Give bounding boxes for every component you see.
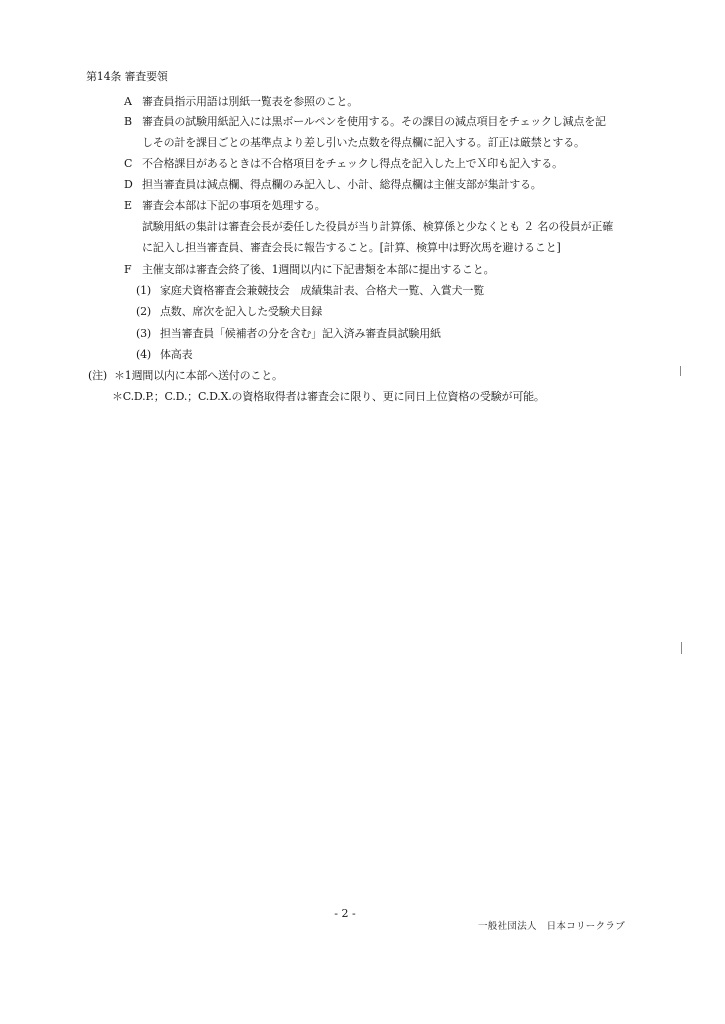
scan-mark bbox=[680, 366, 681, 376]
item-b bbox=[124, 115, 606, 129]
item-f-mark: F bbox=[124, 263, 132, 276]
note-1 bbox=[88, 369, 283, 383]
note-mark: (注) bbox=[88, 369, 107, 382]
note-1-text: ＊1週間以内に本部へ送付のこと。 bbox=[114, 369, 283, 382]
section-heading: 第14条 審査要領 bbox=[86, 70, 168, 83]
subitem-2 bbox=[136, 305, 322, 319]
subitem-3 bbox=[136, 327, 441, 341]
subitem-2-mark: (2) bbox=[136, 305, 151, 318]
subitem-2-text: 点数、席次を記入した受験犬目録 bbox=[160, 305, 322, 318]
item-a-text: 審査員指示用語は別紙一覧表を参照のこと。 bbox=[142, 95, 358, 108]
item-e-detail-2: に記入し担当審査員、審査会長に報告すること。[計算、検算中は野次馬を避けること] bbox=[142, 241, 561, 254]
item-b-continuation: しその計を課目ごとの基準点より差し引いた点数を得点欄に記入する。訂正は厳禁とする。 bbox=[142, 136, 585, 149]
subitem-1-text: 家庭犬資格審査会兼競技会 成績集計表、合格犬一覧、入賞犬一覧 bbox=[160, 284, 484, 297]
item-d bbox=[124, 178, 542, 192]
subitem-1-mark: (1) bbox=[136, 284, 151, 297]
item-e bbox=[124, 199, 326, 213]
note-2: ＊C.D.P.；C.D.；C.D.X.の資格取得者は審査会に限り、更に同日上位資格の受験が可能。 bbox=[112, 390, 545, 403]
item-c-mark: C bbox=[124, 157, 133, 170]
subitem-4-mark: (4) bbox=[136, 348, 151, 361]
item-c-text: 不合格課目があるときは不合格項目をチェックし得点を記入した上でＸ印も記入する。 bbox=[142, 157, 563, 170]
item-d-text: 担当審査員は減点欄、得点欄のみ記入し、小計、総得点欄は主催支部が集計する。 bbox=[142, 178, 542, 191]
item-b-text: 審査員の試験用紙記入には黒ボールペンを使用する。その課目の減点項目をチェックし減点を記 bbox=[142, 115, 606, 128]
item-f-text: 主催支部は審査会終了後、1週間以内に下記書類を本部に提出すること。 bbox=[142, 263, 495, 276]
item-c bbox=[124, 157, 563, 171]
scan-mark bbox=[681, 642, 682, 654]
subitem-4 bbox=[136, 348, 192, 362]
item-e-text: 審査会本部は下記の事項を処理する。 bbox=[142, 199, 326, 212]
subitem-1 bbox=[136, 284, 484, 298]
subitem-4-text: 体高表 bbox=[160, 348, 193, 361]
page-number: - 2 - bbox=[334, 907, 356, 920]
item-a bbox=[124, 95, 358, 109]
item-a-mark: A bbox=[124, 95, 132, 108]
item-f bbox=[124, 263, 494, 277]
subitem-3-mark: (3) bbox=[136, 327, 151, 340]
footer-organization: 一般社団法人 日本コリークラブ bbox=[478, 921, 626, 932]
item-b-mark: B bbox=[124, 115, 132, 128]
item-e-mark: E bbox=[124, 199, 132, 212]
item-e-detail-1: 試験用紙の集計は審査会長が委任した役員が当り計算係、検算係と少なくとも ２ 名の役員が正確 bbox=[142, 220, 613, 233]
item-d-mark: D bbox=[124, 178, 133, 191]
subitem-3-text: 担当審査員「候補者の分を含む」記入済み審査員試験用紙 bbox=[160, 327, 441, 340]
